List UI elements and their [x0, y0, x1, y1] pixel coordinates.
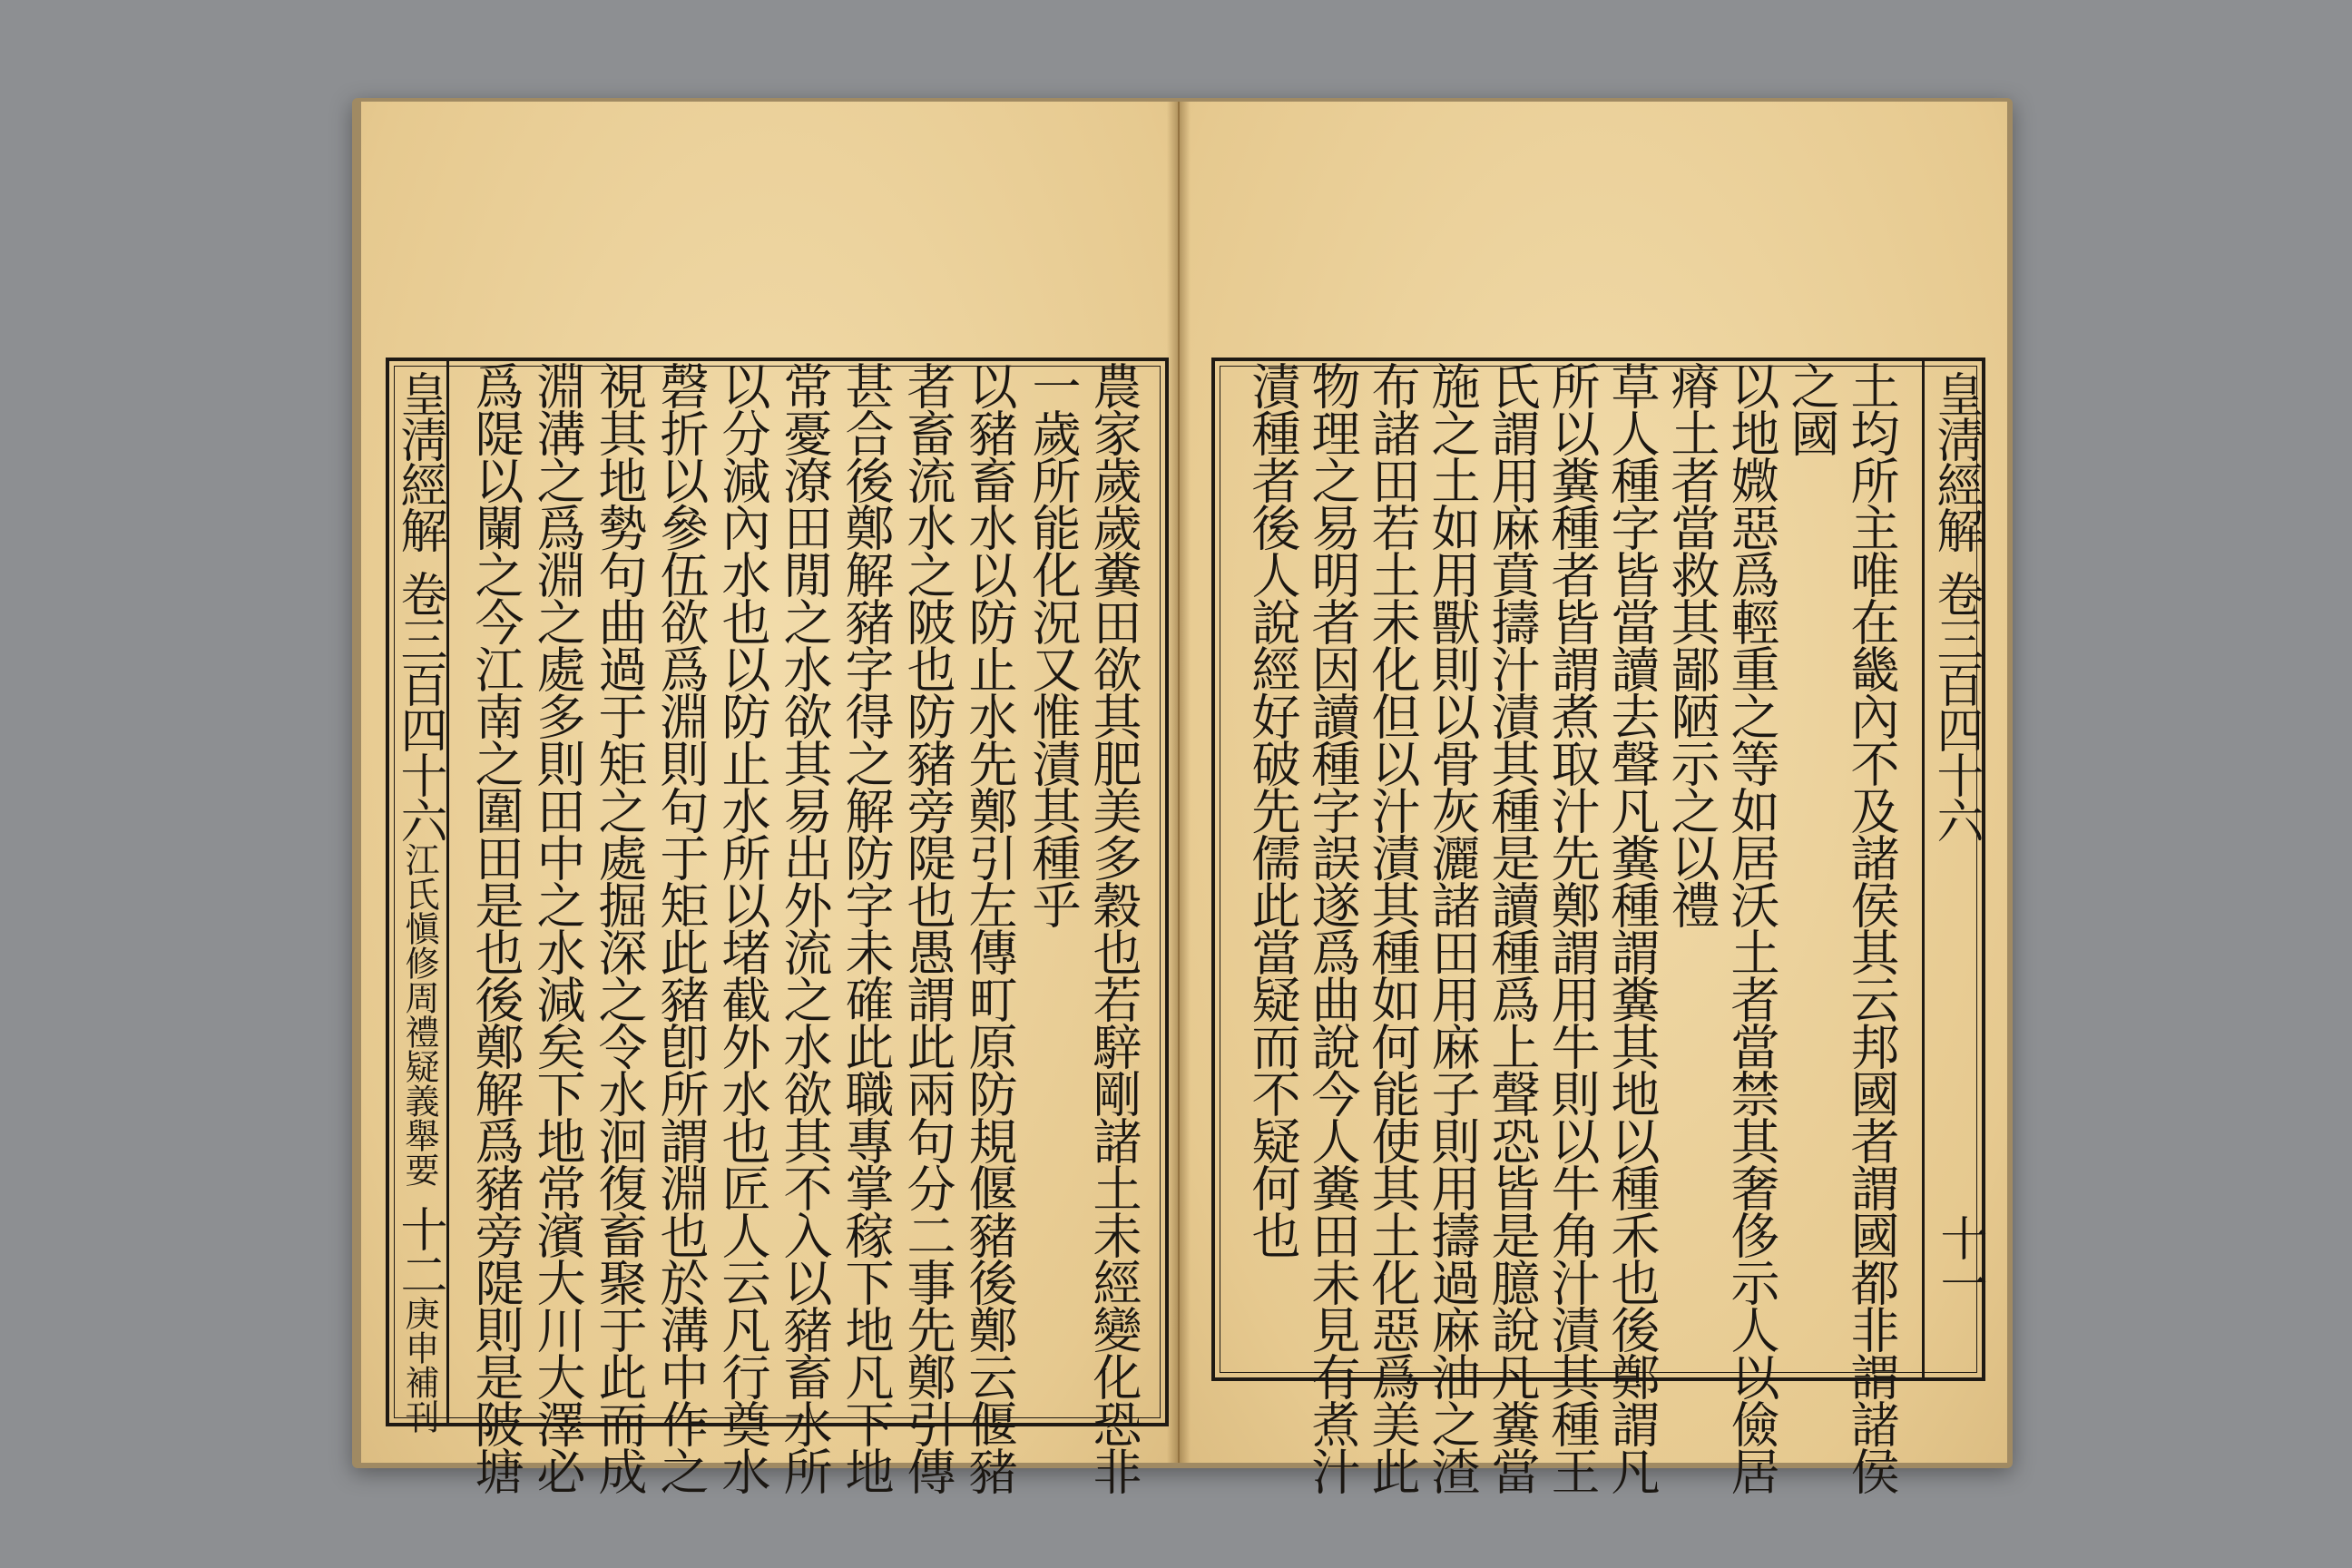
margin-volume: 卷三百四十六 — [1928, 570, 1983, 842]
margin-title: 皇淸經解 — [1928, 370, 1983, 552]
text-column: 常憂潦田閒之水欲其易出外流之水欲其不入以豬畜水所 — [776, 361, 833, 1494]
text-column: 磬折以參伍欲爲淵則句于矩此豬卽所謂淵也於溝中作之 — [652, 361, 710, 1494]
text-column: 者畜流水之陂也防豬旁隄也愚謂此兩句分二事先鄭引傳 — [899, 361, 956, 1494]
text-column: 施之土如用獸則以骨灰灑諸田用麻子則用擣過麻油之渣 — [1424, 361, 1481, 1494]
margin-leaf-number: 十二 — [392, 1205, 446, 1296]
text-column: 以豬畜水以防止水先鄭引左傳町原防規偃豬後鄭云偃豬 — [961, 361, 1018, 1494]
margin-title: 皇淸經解 — [392, 370, 446, 552]
left-text-frame — [386, 358, 1169, 1494]
text-column: 之國 — [1783, 361, 1840, 456]
text-column: 爲隄以闌之今江南之圍田是也後鄭解爲豬旁隄則是陂塘 — [467, 361, 524, 1494]
text-column: 漬種者後人說經好破先儒此當疑而不疑何也 — [1244, 361, 1301, 1258]
text-column: 所以糞種者皆謂煮取汁先鄭謂用牛則以牛角汁漬其種王 — [1544, 361, 1601, 1494]
text-column: 視其地勢句曲過于矩之處掘深之令水洄復畜聚于此而成 — [591, 361, 648, 1494]
text-column: 一歲所能化況又惟漬其種乎 — [1024, 361, 1082, 927]
text-column: 氏謂用麻賁擣汁漬其種是讀種爲上聲恐皆是臆說凡糞當 — [1484, 361, 1541, 1494]
text-column: 以地媺惡爲輕重之等如居沃土者當禁其奢侈示人以儉居 — [1723, 361, 1780, 1494]
margin-edition: 庚申補刊 — [399, 1296, 439, 1434]
page-margin-strip — [386, 361, 449, 1434]
text-column: 土均所主唯在畿內不及諸侯其云邦國者謂國都非謂諸侯 — [1843, 361, 1900, 1494]
text-column: 以分減內水也以防止水所以堵截外水也匠人云凡行奠水 — [714, 361, 771, 1494]
text-column: 布諸田若土未化但以汁漬其種如何能使其土化惡爲美此 — [1364, 361, 1421, 1494]
text-column: 農家歲歲糞田欲其肥美多穀也若騂剛諸土未經變化恐非 — [1085, 361, 1142, 1494]
margin-leaf-number: 十一 — [1932, 1214, 1986, 1305]
text-column: 草人種字皆當讀去聲凡糞種謂糞其地以種禾也後鄭謂凡 — [1603, 361, 1661, 1494]
text-column: 瘠土者當救其鄙陋示之以禮 — [1663, 361, 1720, 927]
text-column: 甚合後鄭解豬字得之解防字未確此職專掌稼下地凡下地 — [838, 361, 895, 1494]
margin-volume: 卷三百四十六 — [392, 570, 446, 842]
text-column: 物理之易明者因讀種字誤遂爲曲說今人糞田未見有煮汁 — [1304, 361, 1361, 1494]
right-text-frame — [1211, 358, 1986, 1494]
margin-work-title: 江氏愼修周禮疑義舉要 — [399, 842, 439, 1187]
book-gutter — [1167, 102, 1191, 1463]
text-column: 淵溝之爲淵之處多則田中之水減矣下地常濱大川大澤必 — [529, 361, 586, 1494]
